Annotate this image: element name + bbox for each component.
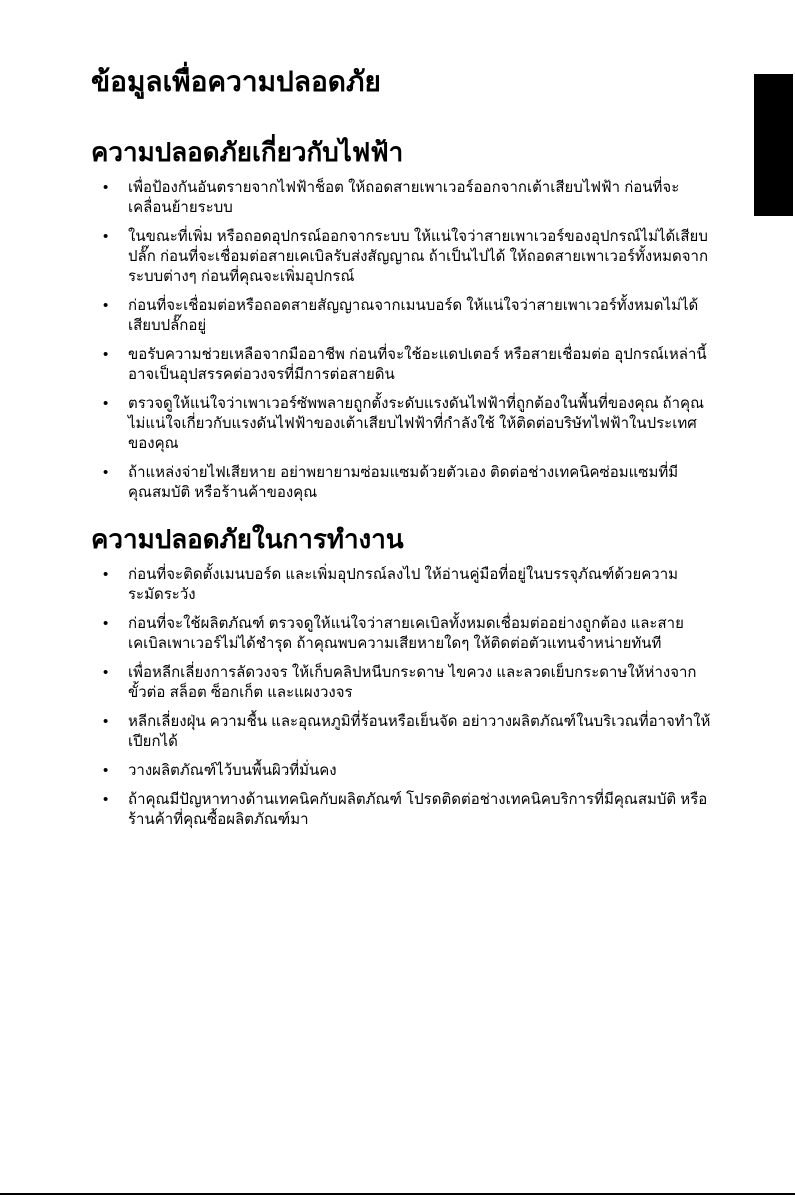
list-item bbox=[91, 761, 713, 781]
page-content bbox=[91, 0, 713, 839]
page-bottom-rule bbox=[0, 1193, 795, 1195]
list-item bbox=[91, 227, 713, 287]
list-item bbox=[91, 614, 713, 654]
list-item bbox=[91, 296, 713, 336]
bullet-icon: • bbox=[103, 179, 109, 196]
list-item bbox=[91, 178, 713, 218]
bullet-icon: • bbox=[103, 566, 109, 583]
bullet-text: เพื่อป้องกันอันตรายจากไฟฟ้าช็อต ให้ถอดสายเพาเวอร์ออกจากเต้าเสียบไฟฟ้า ก่อนที่จะเคลื่อนย้ายระบบ bbox=[128, 179, 680, 216]
bullet-icon: • bbox=[103, 297, 109, 314]
bullet-icon: • bbox=[103, 464, 109, 481]
bullet-text: ถ้าคุณมีปัญหาทางด้านเทคนิคกับผลิตภัณฑ์ โปรดติดต่อช่างเทคนิคบริการที่มีคุณสมบัติ หรือร้านค้าที่คุณซื้อผลิตภัณฑ์มา bbox=[128, 791, 708, 828]
section-operation-safety bbox=[91, 523, 713, 830]
chapter-edge-tab bbox=[754, 74, 793, 216]
bullet-text: ก่อนที่จะติดตั้งเมนบอร์ด และเพิ่มอุปกรณ์ลงไป ให้อ่านคู่มือที่อยู่ในบรรจุภัณฑ์ด้วยความระมัดระวัง bbox=[128, 566, 679, 603]
bullet-text: ก่อนที่จะใช้ผลิตภัณฑ์ ตรวจดูให้แน่ใจว่าสายเคเบิลทั้งหมดเชื่อมต่ออย่างถูกต้อง และสายเคเบิลเพาเวอร์ไม่ได้ชำรุด ถ้าคุณพบความเสียหายใดๆ ให้ติดต่อตัวแทนจำหน่ายทันที bbox=[128, 615, 684, 652]
bullet-icon: • bbox=[103, 615, 109, 632]
page-title: ข้อมูลเพื่อความปลอดภัย bbox=[91, 66, 381, 97]
list-item bbox=[91, 345, 713, 385]
bullet-icon: • bbox=[103, 395, 109, 412]
bullet-text: เพื่อหลีกเลี่ยงการลัดวงจร ให้เก็บคลิปหนีบกระดาษ ไขควง และลวดเย็บกระดาษให้ห่างจากขั้วต่อ สล็อต ซ็อกเก็ต และแผงวงจร bbox=[128, 664, 697, 701]
bullet-icon: • bbox=[103, 762, 109, 779]
section-heading-electrical: ความปลอดภัยเกี่ยวกับไฟฟ้า bbox=[91, 137, 404, 167]
bullet-text: วางผลิตภัณฑ์ไว้บนพื้นผิวที่มั่นคง bbox=[128, 762, 337, 779]
bullet-text: ก่อนที่จะเชื่อมต่อหรือถอดสายสัญญาณจากเมนบอร์ด ให้แน่ใจว่าสายเพาเวอร์ทั้งหมดไม่ได้เสียบปลั๊กอยู่ bbox=[128, 297, 699, 334]
bullet-list-electrical bbox=[91, 178, 713, 503]
bullet-text: ถ้าแหล่งจ่ายไฟเสียหาย อย่าพยายามซ่อมแซมด้วยตัวเอง ติดต่อช่างเทคนิคซ่อมแซมที่มีคุณสมบัติ หรือร้านค้าของคุณ bbox=[128, 464, 679, 501]
bullet-icon: • bbox=[103, 713, 109, 730]
bullet-icon: • bbox=[103, 346, 109, 363]
bullet-icon: • bbox=[103, 664, 109, 681]
bullet-text: หลีกเลี่ยงฝุ่น ความชื้น และอุณหภูมิที่ร้อนหรือเย็นจัด อย่าวางผลิตภัณฑ์ในบริเวณที่อาจทำให้เปียกได้ bbox=[128, 713, 711, 750]
bullet-icon: • bbox=[103, 228, 109, 245]
bullet-list-operation bbox=[91, 565, 713, 830]
list-item bbox=[91, 565, 713, 605]
section-heading-operation: ความปลอดภัยในการทำงาน bbox=[91, 524, 404, 554]
bullet-text: ขอรับความช่วยเหลือจากมืออาชีพ ก่อนที่จะใช้อะแดปเตอร์ หรือสายเชื่อมต่อ อุปกรณ์เหล่านี้อาจเป็นอุปสรรคต่อวงจรที่มีการต่อสายดิน bbox=[128, 346, 707, 383]
bullet-icon: • bbox=[103, 791, 109, 808]
bullet-text: ตรวจดูให้แน่ใจว่าเพาเวอร์ซัพพลายถูกตั้งระดับแรงดันไฟฟ้าที่ถูกต้องในพื้นที่ของคุณ ถ้าคุณไม่แน่ใจเกี่ยวกับแรงดันไฟฟ้าของเต้าเสียบไฟฟ้าที่กำลังใช้ ให้ติดต่อบริษัทไฟฟ้าในประเทศของคุณ bbox=[128, 395, 705, 452]
section-electrical-safety bbox=[91, 136, 713, 503]
list-item bbox=[91, 463, 713, 503]
list-item bbox=[91, 663, 713, 703]
list-item bbox=[91, 712, 713, 752]
bullet-text: ในขณะที่เพิ่ม หรือถอดอุปกรณ์ออกจากระบบ ให้แน่ใจว่าสายเพาเวอร์ของอุปกรณ์ไม่ได้เสียบปลั๊ก ก่อนที่จะเชื่อมต่อสายเคเบิลรับส่งสัญญาณ ถ้าเป็นไปได้ ให้ถอดสายเพาเวอร์ทั้งหมดจากระบบต่างๆ ก่อนที่คุณจะเพิ่มอุปกรณ์ bbox=[128, 228, 709, 285]
list-item bbox=[91, 394, 713, 454]
list-item bbox=[91, 790, 713, 830]
